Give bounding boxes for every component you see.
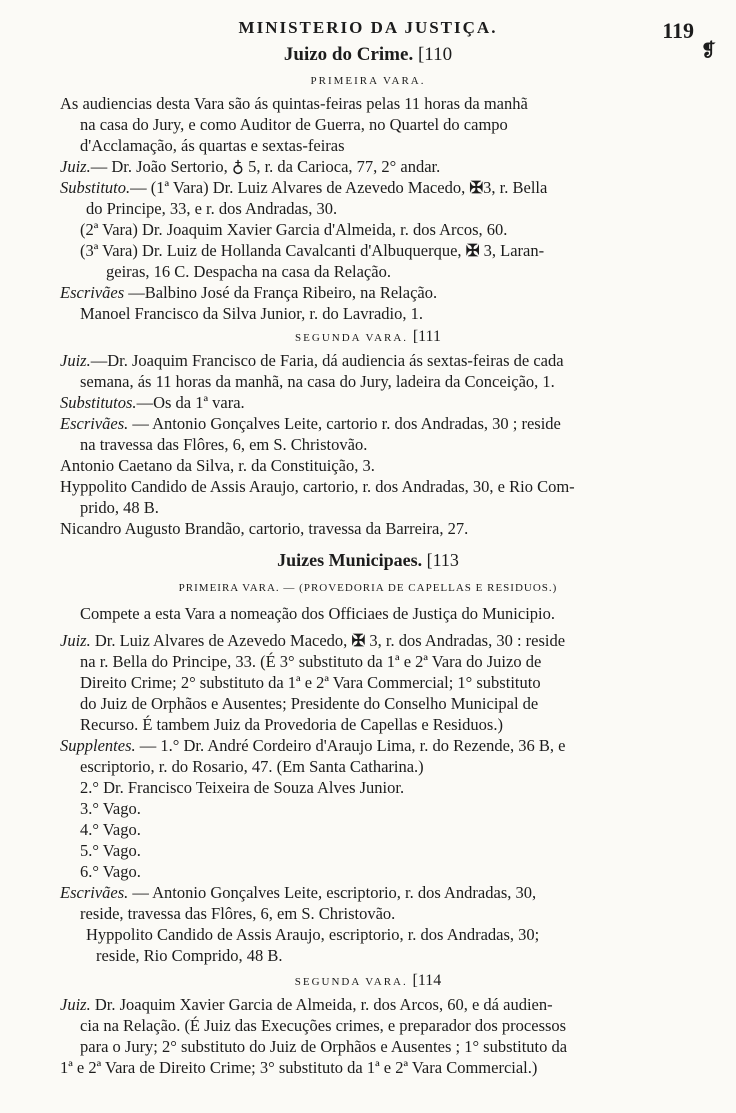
juiz-entry	[60, 630, 565, 651]
entry-label: Escrivães.	[60, 883, 129, 902]
escrivaes-entry	[60, 882, 536, 903]
paragraph-line: 3.° Vago.	[80, 799, 141, 818]
page-number: 119	[662, 18, 694, 43]
entry-label: Supplentes.	[60, 736, 136, 755]
entry-label: Juiz.	[60, 995, 91, 1014]
running-header: MINISTERIO DA JUSTIÇA.	[238, 18, 498, 37]
paragraph-line: na r. Bella do Principe, 33. (É 3° substituto da 1ª e 2ª Vara do Juizo de	[80, 652, 542, 671]
paragraph-line: geiras, 16 C. Despacha na casa da Relação.	[106, 262, 391, 281]
margin-mark: ❡	[700, 40, 716, 60]
entry-label: Juiz.	[60, 631, 91, 650]
order-cross-icon: ✠	[469, 178, 484, 197]
order-cross-icon: ✠	[351, 631, 366, 650]
paragraph-line: reside, travessa das Flôres, 6, em S. Christovão.	[80, 904, 396, 923]
paragraph-line	[60, 93, 696, 114]
entry-text: 3, r. dos Andradas, 30 : reside	[369, 631, 566, 650]
entry-text: 5, r. da Carioca, 77, 2° andar.	[248, 157, 441, 176]
paragraph-line: na travessa das Flôres, 6, em S. Christovão.	[80, 435, 368, 454]
paragraph-line: 5.° Vago.	[80, 841, 141, 860]
entry-text: — Antonio Gonçalves Leite, escriptorio, r. dos Andradas, 30,	[132, 883, 537, 902]
section-heading-juizo-crime	[0, 44, 736, 66]
paragraph-line: escriptorio, r. do Rosario, 47. (Em Santa Catharina.)	[80, 757, 424, 776]
heading-text: SEGUNDA VARA.	[295, 332, 409, 344]
subheading-primeira-vara-provedoria: PRIMEIRA VARA. — (PROVEDORIA DE CAPELLAS E RESIDUOS.)	[178, 582, 558, 594]
entry-text: 3, r. Bella	[483, 178, 548, 197]
section-heading-juizes-municipaes	[0, 550, 736, 571]
entry-text: — (1ª Vara) Dr. Luiz Alvares de Azevedo Macedo,	[130, 178, 466, 197]
heading-text: SEGUNDA VARA.	[294, 976, 408, 988]
line-text: As audiencias desta Vara são ás quintas-feiras pelas 11 horas da manhã	[60, 94, 528, 113]
paragraph-line	[80, 240, 544, 261]
paragraph-line: 6.° Vago.	[80, 862, 141, 881]
entry-label: Substituto.	[60, 178, 131, 197]
entry-text: — Dr. João Sertorio,	[90, 157, 228, 176]
paragraph-line: Antonio Caetano da Silva, r. da Constituição, 3.	[60, 456, 375, 475]
paragraph-line: Hyppolito Candido de Assis Araujo, cartorio, r. dos Andradas, 30, e Rio Com-	[60, 477, 575, 496]
paragraph-line: para o Jury; 2° substituto do Juiz de Orphãos e Ausentes ; 1° substituto da	[80, 1037, 568, 1056]
juiz-entry	[60, 350, 564, 371]
paragraph-line: Direito Crime; 2° substituto da 1ª e 2ª Vara Commercial; 1° substituto	[80, 673, 541, 692]
paragraph-line: na casa do Jury, e como Auditor de Guerra, no Quartel do campo	[80, 115, 508, 134]
heading-ref: [114	[412, 972, 442, 989]
supplentes-entry	[60, 735, 565, 756]
escrivaes-entry	[60, 282, 437, 303]
entry-text: — 1.° Dr. André Cordeiro d'Araujo Lima, r. do Rezende, 36 B, e	[139, 736, 566, 755]
paragraph-line: 2.° Dr. Francisco Teixeira de Souza Alves Junior.	[80, 778, 405, 797]
entry-text: — Antonio Gonçalves Leite, cartorio r. dos Andradas, 30 ; reside	[132, 414, 561, 433]
entry-label: Juiz.	[60, 157, 91, 176]
paragraph-line: 1ª e 2ª Vara de Direito Crime; 3° substituto da 1ª e 2ª Vara Commercial.)	[60, 1058, 538, 1077]
line-text: (3ª Vara) Dr. Luiz de Hollanda Cavalcanti d'Albuquerque,	[80, 241, 462, 260]
order-symbol-icon: ♁	[231, 157, 244, 176]
juiz-entry	[60, 156, 440, 177]
heading-ref: [111	[412, 328, 441, 345]
substituto-entry	[60, 177, 547, 198]
paragraph-line: semana, ás 11 horas da manhã, na casa do Jury, ladeira da Conceição, 1.	[80, 372, 555, 391]
entry-text: Dr. Luiz Alvares de Azevedo Macedo,	[94, 631, 348, 650]
paragraph-line: reside, Rio Comprido, 48 B.	[96, 946, 283, 965]
entry-text: Dr. Joaquim Xavier Garcia de Almeida, r. dos Arcos, 60, e dá audien-	[94, 995, 553, 1014]
subheading-primeira-vara: PRIMEIRA VARA.	[310, 75, 426, 87]
escrivaes-entry	[60, 413, 561, 434]
paragraph-line: prido, 48 B.	[80, 498, 159, 517]
line-text: 3, Laran-	[483, 241, 545, 260]
subheading-segunda-vara	[0, 972, 736, 990]
paragraph-line: Recurso. É tambem Juiz da Provedoria de Capellas e Residuos.)	[80, 715, 503, 734]
entry-label: Escrivães	[60, 283, 125, 302]
heading-text: Juizo do Crime.	[283, 44, 414, 65]
subheading-segunda-vara	[0, 328, 736, 346]
heading-ref: [113	[426, 550, 459, 570]
juiz-entry	[60, 994, 553, 1015]
entry-text: —Dr. Joaquim Francisco de Faria, dá audiencia ás sextas-feiras de cada	[90, 351, 564, 370]
paragraph-line: d'Acclamação, ás quartas e sextas-feiras	[80, 136, 345, 155]
entry-label: Escrivães.	[60, 414, 129, 433]
paragraph-line: Compete a esta Vara a nomeação dos Officiaes de Justiça do Municipio.	[80, 604, 555, 623]
order-cross-icon: ✠	[465, 241, 480, 260]
substitutos-entry	[60, 392, 245, 413]
paragraph-line: Manoel Francisco da Silva Junior, r. do Lavradio, 1.	[80, 304, 424, 323]
paragraph-line: do Principe, 33, e r. dos Andradas, 30.	[86, 199, 338, 218]
paragraph-line: (2ª Vara) Dr. Joaquim Xavier Garcia d'Almeida, r. dos Arcos, 60.	[80, 220, 508, 239]
entry-label: Juiz.	[60, 351, 91, 370]
heading-ref: [110	[417, 44, 453, 65]
paragraph-line: Hyppolito Candido de Assis Araujo, escriptorio, r. dos Andradas, 30;	[86, 925, 540, 944]
paragraph-line: cia na Relação. (É Juiz das Execuções crimes, e preparador dos processos	[80, 1016, 567, 1035]
paragraph-line: do Juiz de Orphãos e Ausentes; Presidente do Conselho Municipal de	[80, 694, 539, 713]
entry-text: —Balbino José da França Ribeiro, na Relação.	[128, 283, 438, 302]
entry-label: Substitutos.	[60, 393, 137, 412]
heading-text: Juizes Municipaes.	[277, 550, 423, 570]
paragraph-line: 4.° Vago.	[80, 820, 141, 839]
entry-text: —Os da 1ª vara.	[136, 393, 245, 412]
paragraph-line: Nicandro Augusto Brandão, cartorio, travessa da Barreira, 27.	[60, 519, 469, 538]
